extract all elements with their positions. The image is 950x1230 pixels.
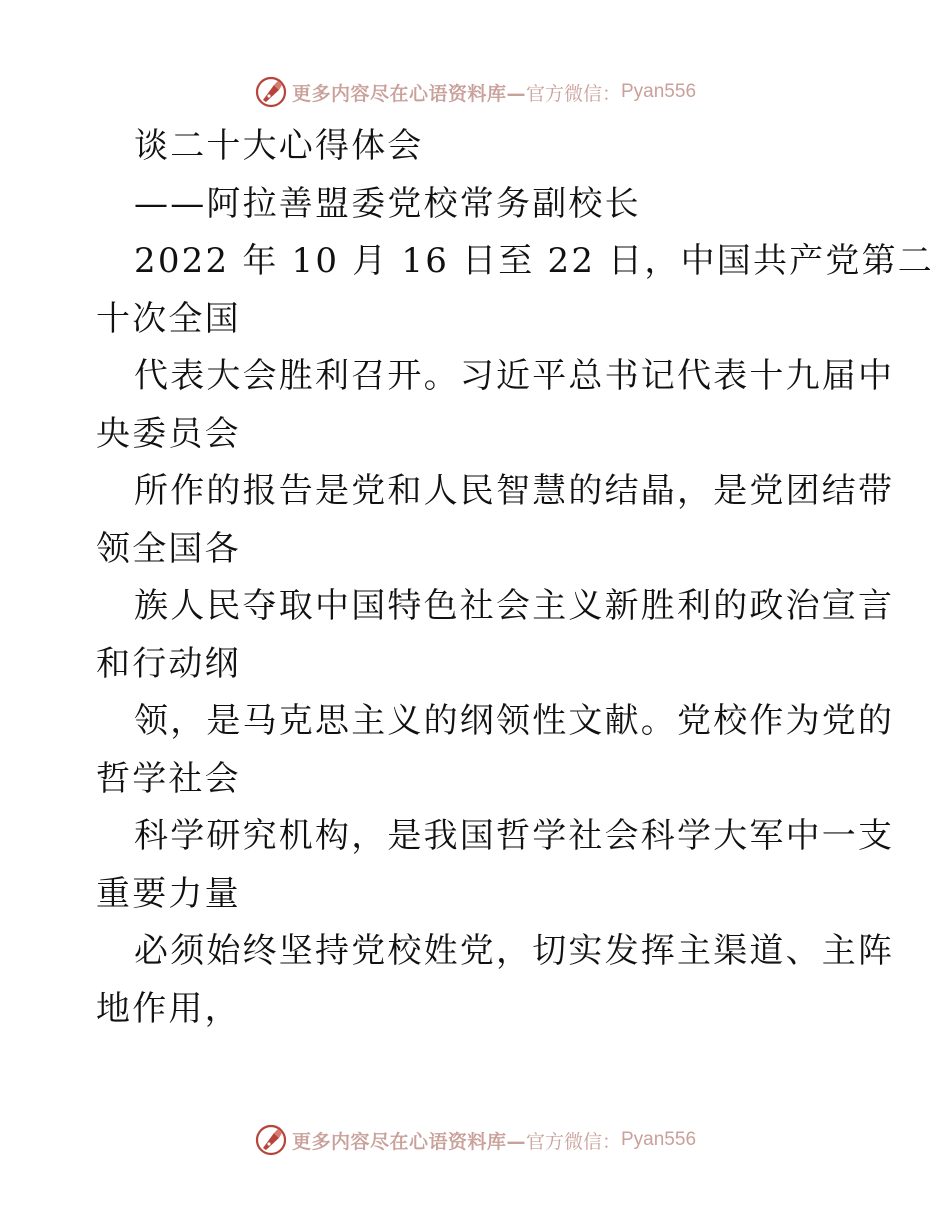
watermark-footer — [0, 1120, 950, 1160]
watermark-text: 更多内容尽在心语资料库— — [291, 82, 526, 105]
watermark-header — [0, 72, 950, 112]
watermark-suffix: 官方微信： — [525, 1130, 621, 1153]
watermark-id: Pyan556 — [621, 1129, 697, 1150]
doc-title: 谈二十大心得体会 — [134, 126, 424, 166]
pen-nib-logo-icon — [254, 75, 288, 109]
paragraph-line: 哲学社会 — [96, 758, 241, 799]
doc-subtitle: ——阿拉善盟委党校常务副校长 — [134, 183, 641, 224]
paragraph-line: 代表大会胜利召开。习近平总书记代表十九届中 — [134, 356, 895, 396]
watermark-id: Pyan556 — [621, 81, 697, 102]
document-body — [96, 118, 934, 1038]
paragraph-line: 科学研究机构，是我国哲学社会科学大军中一支 — [134, 816, 895, 856]
paragraph-line: 十次全国 — [96, 298, 241, 339]
paragraph-line: 和行动纲 — [96, 643, 241, 684]
paragraph-line: 2022 年 10 月 16 日至 22 日，中国共产党第二 — [134, 241, 934, 281]
paragraph-line: 领，是马克思主义的纲领性文献。党校作为党的 — [134, 701, 895, 741]
paragraph-line: 必须始终坚持党校姓党，切实发挥主渠道、主阵 — [134, 931, 895, 971]
watermark-suffix: 官方微信： — [525, 82, 621, 105]
paragraph-line: 地作用， — [96, 988, 241, 1029]
watermark-text: 更多内容尽在心语资料库— — [291, 1130, 526, 1153]
pen-nib-logo-icon — [254, 1123, 288, 1157]
paragraph-line: 所作的报告是党和人民智慧的结晶，是党团结带 — [134, 471, 895, 511]
paragraph-line: 族人民夺取中国特色社会主义新胜利的政治宣言 — [134, 586, 895, 626]
paragraph-line: 领全国各 — [96, 528, 241, 569]
paragraph-line: 重要力量 — [96, 873, 241, 914]
paragraph-line: 央委员会 — [96, 413, 241, 454]
